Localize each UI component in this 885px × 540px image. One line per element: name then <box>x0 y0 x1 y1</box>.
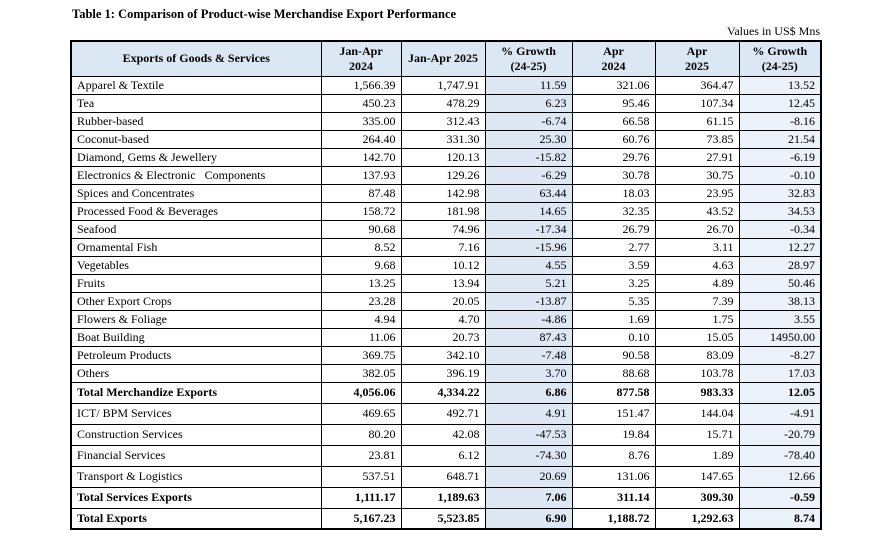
column-header-label: Jan-Apr 2025 <box>407 51 479 66</box>
cell-jan_apr_2024: 537.51 <box>321 466 401 487</box>
cell-growth_apr_24_25: -4.91 <box>739 403 821 424</box>
cell-apr_2024: 151.47 <box>572 403 655 424</box>
cell-apr_2024: 3.59 <box>572 256 655 274</box>
cell-apr_2025: 103.78 <box>655 364 739 382</box>
cell-apr_2025: 83.09 <box>655 346 739 364</box>
column-header-label: % Growth <box>752 43 808 58</box>
row-label: Fruits <box>71 274 321 292</box>
cell-growth_jan_apr_24_25: -47.53 <box>485 424 572 445</box>
row-label: Spices and Concentrates <box>71 184 321 202</box>
cell-jan_apr_2024: 335.00 <box>321 112 401 130</box>
row-label: Processed Food & Beverages <box>71 202 321 220</box>
cell-apr_2025: 1.89 <box>655 445 739 466</box>
table-row <box>71 76 821 94</box>
column-header-jan-apr-2024 <box>321 41 401 76</box>
cell-growth_apr_24_25: 8.74 <box>739 508 821 529</box>
cell-growth_jan_apr_24_25: -15.96 <box>485 238 572 256</box>
row-label: Total Services Exports <box>71 487 321 508</box>
cell-jan_apr_2025: 342.10 <box>401 346 485 364</box>
cell-apr_2024: 3.25 <box>572 274 655 292</box>
cell-apr_2024: 8.76 <box>572 445 655 466</box>
cell-jan_apr_2025: 492.71 <box>401 403 485 424</box>
cell-apr_2025: 983.33 <box>655 382 739 403</box>
table-row <box>71 238 821 256</box>
row-label: Seafood <box>71 220 321 238</box>
cell-apr_2025: 107.34 <box>655 94 739 112</box>
row-label: Boat Building <box>71 328 321 346</box>
table-row <box>71 403 821 424</box>
cell-apr_2024: 30.78 <box>572 166 655 184</box>
cell-growth_apr_24_25: 28.97 <box>739 256 821 274</box>
cell-jan_apr_2025: 74.96 <box>401 220 485 238</box>
total-row <box>71 487 821 508</box>
cell-apr_2024: 19.84 <box>572 424 655 445</box>
cell-growth_jan_apr_24_25: 3.70 <box>485 364 572 382</box>
total-row <box>71 508 821 529</box>
table-row <box>71 112 821 130</box>
cell-apr_2025: 4.63 <box>655 256 739 274</box>
cell-jan_apr_2025: 7.16 <box>401 238 485 256</box>
cell-growth_jan_apr_24_25: 63.44 <box>485 184 572 202</box>
cell-apr_2024: 26.79 <box>572 220 655 238</box>
cell-growth_apr_24_25: 12.66 <box>739 466 821 487</box>
column-header-label: Apr <box>686 43 708 58</box>
cell-growth_apr_24_25: -0.34 <box>739 220 821 238</box>
cell-apr_2024: 0.10 <box>572 328 655 346</box>
row-label: Other Export Crops <box>71 292 321 310</box>
cell-jan_apr_2024: 142.70 <box>321 148 401 166</box>
cell-growth_apr_24_25: 12.45 <box>739 94 821 112</box>
cell-jan_apr_2024: 4.94 <box>321 310 401 328</box>
column-header-label: 2024 <box>601 58 626 73</box>
cell-jan_apr_2025: 331.30 <box>401 130 485 148</box>
cell-apr_2024: 18.03 <box>572 184 655 202</box>
cell-apr_2024: 877.58 <box>572 382 655 403</box>
table-row <box>71 274 821 292</box>
cell-jan_apr_2025: 120.13 <box>401 148 485 166</box>
cell-growth_jan_apr_24_25: 6.23 <box>485 94 572 112</box>
units-note: Values in US$ Mns <box>726 24 820 38</box>
cell-jan_apr_2025: 6.12 <box>401 445 485 466</box>
cell-growth_jan_apr_24_25: -15.82 <box>485 148 572 166</box>
column-header-label: Jan-Apr <box>339 43 383 58</box>
cell-growth_jan_apr_24_25: -7.48 <box>485 346 572 364</box>
cell-apr_2024: 60.76 <box>572 130 655 148</box>
row-label: Apparel & Textile <box>71 76 321 94</box>
cell-growth_jan_apr_24_25: -6.29 <box>485 166 572 184</box>
cell-growth_apr_24_25: 17.03 <box>739 364 821 382</box>
cell-apr_2025: 26.70 <box>655 220 739 238</box>
cell-jan_apr_2025: 181.98 <box>401 202 485 220</box>
cell-apr_2024: 2.77 <box>572 238 655 256</box>
row-label: Financial Services <box>71 445 321 466</box>
cell-growth_jan_apr_24_25: -4.86 <box>485 310 572 328</box>
cell-growth_apr_24_25: -8.27 <box>739 346 821 364</box>
cell-growth_apr_24_25: 32.83 <box>739 184 821 202</box>
cell-jan_apr_2024: 23.81 <box>321 445 401 466</box>
row-label: Others <box>71 364 321 382</box>
cell-growth_apr_24_25: 21.54 <box>739 130 821 148</box>
cell-jan_apr_2024: 450.23 <box>321 94 401 112</box>
cell-jan_apr_2024: 469.65 <box>321 403 401 424</box>
cell-jan_apr_2025: 10.12 <box>401 256 485 274</box>
column-header-apr-2024 <box>572 41 655 76</box>
cell-growth_jan_apr_24_25: 4.55 <box>485 256 572 274</box>
table-title: Table 1: Comparison of Product-wise Merchandise Export Performance <box>72 7 457 21</box>
cell-growth_apr_24_25: -6.19 <box>739 148 821 166</box>
column-header-label: 2025 <box>685 58 709 73</box>
cell-growth_apr_24_25: 14950.00 <box>739 328 821 346</box>
cell-growth_jan_apr_24_25: 7.06 <box>485 487 572 508</box>
cell-jan_apr_2024: 8.52 <box>321 238 401 256</box>
cell-growth_apr_24_25: 12.27 <box>739 238 821 256</box>
column-header-exports <box>71 41 321 76</box>
table-row <box>71 445 821 466</box>
cell-jan_apr_2025: 478.29 <box>401 94 485 112</box>
cell-jan_apr_2025: 129.26 <box>401 166 485 184</box>
cell-jan_apr_2025: 5,523.85 <box>401 508 485 529</box>
header-row <box>71 41 821 76</box>
cell-growth_apr_24_25: -78.40 <box>739 445 821 466</box>
cell-apr_2025: 15.05 <box>655 328 739 346</box>
cell-apr_2025: 15.71 <box>655 424 739 445</box>
table-row <box>71 256 821 274</box>
cell-growth_apr_24_25: 38.13 <box>739 292 821 310</box>
row-label: Diamond, Gems & Jewellery <box>71 148 321 166</box>
column-header-apr-2025 <box>655 41 739 76</box>
cell-apr_2025: 61.15 <box>655 112 739 130</box>
column-header-label: 2024 <box>349 58 373 73</box>
cell-jan_apr_2024: 11.06 <box>321 328 401 346</box>
cell-apr_2025: 364.47 <box>655 76 739 94</box>
table-row <box>71 184 821 202</box>
cell-apr_2025: 4.89 <box>655 274 739 292</box>
cell-apr_2025: 144.04 <box>655 403 739 424</box>
cell-jan_apr_2025: 20.73 <box>401 328 485 346</box>
cell-growth_jan_apr_24_25: 6.86 <box>485 382 572 403</box>
table-row <box>71 346 821 364</box>
table-header <box>71 41 821 76</box>
cell-apr_2024: 131.06 <box>572 466 655 487</box>
cell-apr_2025: 1,292.63 <box>655 508 739 529</box>
cell-jan_apr_2025: 1,189.63 <box>401 487 485 508</box>
table-row <box>71 220 821 238</box>
table-row <box>71 166 821 184</box>
table-row <box>71 94 821 112</box>
cell-jan_apr_2024: 80.20 <box>321 424 401 445</box>
cell-growth_jan_apr_24_25: 20.69 <box>485 466 572 487</box>
cell-jan_apr_2025: 648.71 <box>401 466 485 487</box>
cell-growth_jan_apr_24_25: 4.91 <box>485 403 572 424</box>
table-row <box>71 202 821 220</box>
export-performance-table <box>70 40 822 530</box>
row-label: Total Exports <box>71 508 321 529</box>
table-row <box>71 328 821 346</box>
row-label: Coconut-based <box>71 130 321 148</box>
cell-jan_apr_2024: 1,111.17 <box>321 487 401 508</box>
cell-growth_apr_24_25: 12.05 <box>739 382 821 403</box>
cell-apr_2024: 32.35 <box>572 202 655 220</box>
cell-jan_apr_2024: 23.28 <box>321 292 401 310</box>
cell-apr_2024: 29.76 <box>572 148 655 166</box>
table-body <box>71 76 821 529</box>
cell-jan_apr_2024: 5,167.23 <box>321 508 401 529</box>
cell-jan_apr_2024: 13.25 <box>321 274 401 292</box>
cell-growth_jan_apr_24_25: -74.30 <box>485 445 572 466</box>
cell-apr_2025: 23.95 <box>655 184 739 202</box>
cell-growth_jan_apr_24_25: 5.21 <box>485 274 572 292</box>
cell-apr_2024: 321.06 <box>572 76 655 94</box>
cell-jan_apr_2024: 369.75 <box>321 346 401 364</box>
column-header-label: (24-25) <box>510 58 547 73</box>
cell-jan_apr_2024: 90.68 <box>321 220 401 238</box>
table-row <box>71 292 821 310</box>
cell-growth_apr_24_25: -8.16 <box>739 112 821 130</box>
cell-growth_jan_apr_24_25: -13.87 <box>485 292 572 310</box>
column-header-label: % Growth <box>501 43 556 58</box>
cell-jan_apr_2024: 1,566.39 <box>321 76 401 94</box>
cell-apr_2024: 311.14 <box>572 487 655 508</box>
cell-growth_apr_24_25: -0.59 <box>739 487 821 508</box>
cell-jan_apr_2024: 4,056.06 <box>321 382 401 403</box>
cell-apr_2024: 5.35 <box>572 292 655 310</box>
cell-growth_jan_apr_24_25: 25.30 <box>485 130 572 148</box>
row-label: Construction Services <box>71 424 321 445</box>
cell-growth_jan_apr_24_25: 11.59 <box>485 76 572 94</box>
cell-growth_jan_apr_24_25: 87.43 <box>485 328 572 346</box>
cell-apr_2025: 30.75 <box>655 166 739 184</box>
cell-growth_jan_apr_24_25: 14.65 <box>485 202 572 220</box>
cell-growth_apr_24_25: 3.55 <box>739 310 821 328</box>
cell-jan_apr_2025: 1,747.91 <box>401 76 485 94</box>
cell-growth_apr_24_25: 34.53 <box>739 202 821 220</box>
row-label: ICT/ BPM Services <box>71 403 321 424</box>
cell-jan_apr_2024: 158.72 <box>321 202 401 220</box>
cell-jan_apr_2025: 312.43 <box>401 112 485 130</box>
row-label: Tea <box>71 94 321 112</box>
row-label: Rubber-based <box>71 112 321 130</box>
table-row <box>71 148 821 166</box>
cell-jan_apr_2025: 4.70 <box>401 310 485 328</box>
cell-jan_apr_2025: 142.98 <box>401 184 485 202</box>
column-header-label: Apr <box>603 43 624 58</box>
cell-jan_apr_2025: 42.08 <box>401 424 485 445</box>
cell-apr_2025: 309.30 <box>655 487 739 508</box>
table-row <box>71 310 821 328</box>
row-label: Transport & Logistics <box>71 466 321 487</box>
row-label: Ornamental Fish <box>71 238 321 256</box>
cell-apr_2025: 43.52 <box>655 202 739 220</box>
cell-jan_apr_2024: 9.68 <box>321 256 401 274</box>
cell-apr_2025: 147.65 <box>655 466 739 487</box>
cell-apr_2025: 7.39 <box>655 292 739 310</box>
cell-jan_apr_2025: 20.05 <box>401 292 485 310</box>
table-row <box>71 424 821 445</box>
cell-jan_apr_2024: 137.93 <box>321 166 401 184</box>
cell-apr_2025: 3.11 <box>655 238 739 256</box>
table-row <box>71 466 821 487</box>
cell-growth_jan_apr_24_25: -6.74 <box>485 112 572 130</box>
cell-growth_apr_24_25: 50.46 <box>739 274 821 292</box>
cell-apr_2025: 27.91 <box>655 148 739 166</box>
cell-apr_2024: 90.58 <box>572 346 655 364</box>
cell-apr_2024: 88.68 <box>572 364 655 382</box>
cell-jan_apr_2025: 396.19 <box>401 364 485 382</box>
column-header-growth-apr <box>739 41 821 76</box>
total-row <box>71 382 821 403</box>
cell-jan_apr_2024: 87.48 <box>321 184 401 202</box>
column-header-growth-jan-apr <box>485 41 572 76</box>
cell-growth_jan_apr_24_25: 6.90 <box>485 508 572 529</box>
cell-apr_2025: 1.75 <box>655 310 739 328</box>
cell-jan_apr_2025: 13.94 <box>401 274 485 292</box>
column-header-label: Exports of Goods & Services <box>122 51 270 66</box>
cell-jan_apr_2025: 4,334.22 <box>401 382 485 403</box>
row-label: Vegetables <box>71 256 321 274</box>
cell-apr_2025: 73.85 <box>655 130 739 148</box>
row-label: Flowers & Foliage <box>71 310 321 328</box>
table-row <box>71 130 821 148</box>
cell-apr_2024: 95.46 <box>572 94 655 112</box>
table-row <box>71 364 821 382</box>
cell-growth_apr_24_25: 13.52 <box>739 76 821 94</box>
cell-jan_apr_2024: 382.05 <box>321 364 401 382</box>
column-header-jan-apr-2025 <box>401 41 485 76</box>
row-label: Total Merchandize Exports <box>71 382 321 403</box>
row-label: Petroleum Products <box>71 346 321 364</box>
cell-growth_jan_apr_24_25: -17.34 <box>485 220 572 238</box>
cell-jan_apr_2024: 264.40 <box>321 130 401 148</box>
cell-apr_2024: 66.58 <box>572 112 655 130</box>
page <box>70 0 820 530</box>
cell-growth_apr_24_25: -0.10 <box>739 166 821 184</box>
row-label: Electronics & Electronic Components <box>71 166 321 184</box>
column-header-label: (24-25) <box>761 58 798 73</box>
cell-growth_apr_24_25: -20.79 <box>739 424 821 445</box>
cell-apr_2024: 1,188.72 <box>572 508 655 529</box>
cell-apr_2024: 1.69 <box>572 310 655 328</box>
